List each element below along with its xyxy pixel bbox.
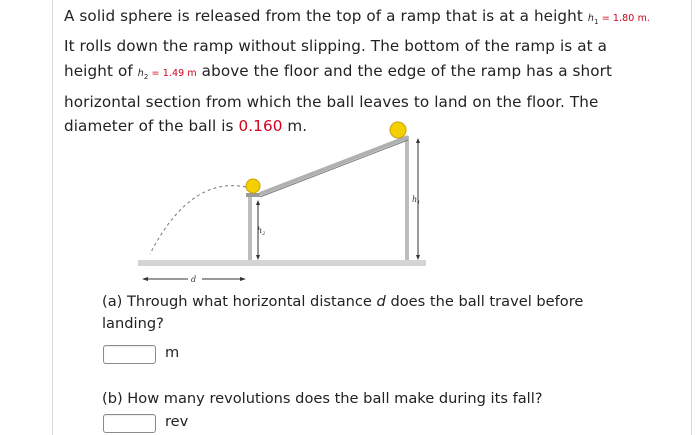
- problem-line-1: [64, 4, 684, 34]
- part-a-question: (a) Through what horizontal distance d does the ball travel before landing?: [102, 293, 584, 333]
- tall-post: [405, 136, 409, 260]
- d-label: d: [191, 275, 197, 284]
- part-a-answer-input[interactable]: [103, 345, 156, 364]
- trajectory: [150, 186, 246, 254]
- h1-value: $h_1 = 1.80$ m.: [587, 13, 651, 26]
- problem-line-2: It rolls down the ramp without slipping. The bottom of the ramp is at a: [64, 37, 608, 56]
- h2-value: $h_2 = 1.49$ m: [137, 68, 197, 81]
- problem-line-4: horizontal section from which the ball leaves to land on the floor. The: [64, 92, 599, 111]
- part-b-question: (b) How many revolutions does the ball make during its fall?: [102, 390, 543, 407]
- ramp: [260, 137, 408, 194]
- problem-line-5: diameter of the ball is 0.160 m.: [64, 117, 308, 136]
- h1-label: $h_1$: [412, 195, 421, 206]
- ball-top: [390, 122, 406, 138]
- problem-line-3: height of $h_2 = 1.49$ m above the floor and the edge of the ramp has a short: [64, 62, 613, 81]
- part-b-unit: rev: [165, 413, 189, 430]
- horizontal-section: [246, 193, 260, 197]
- h2-label: $h_2$: [257, 226, 266, 237]
- short-post: [248, 196, 252, 260]
- diameter-value: 0.160: [238, 117, 283, 136]
- part-a-unit: m: [165, 344, 180, 361]
- ramp-figure: [130, 118, 430, 290]
- floor: [138, 260, 426, 266]
- problem-text: A solid sphere is released from the top of a ramp that is at a height: [64, 7, 583, 25]
- ball-edge: [246, 179, 260, 193]
- part-b-answer-input[interactable]: [103, 414, 156, 433]
